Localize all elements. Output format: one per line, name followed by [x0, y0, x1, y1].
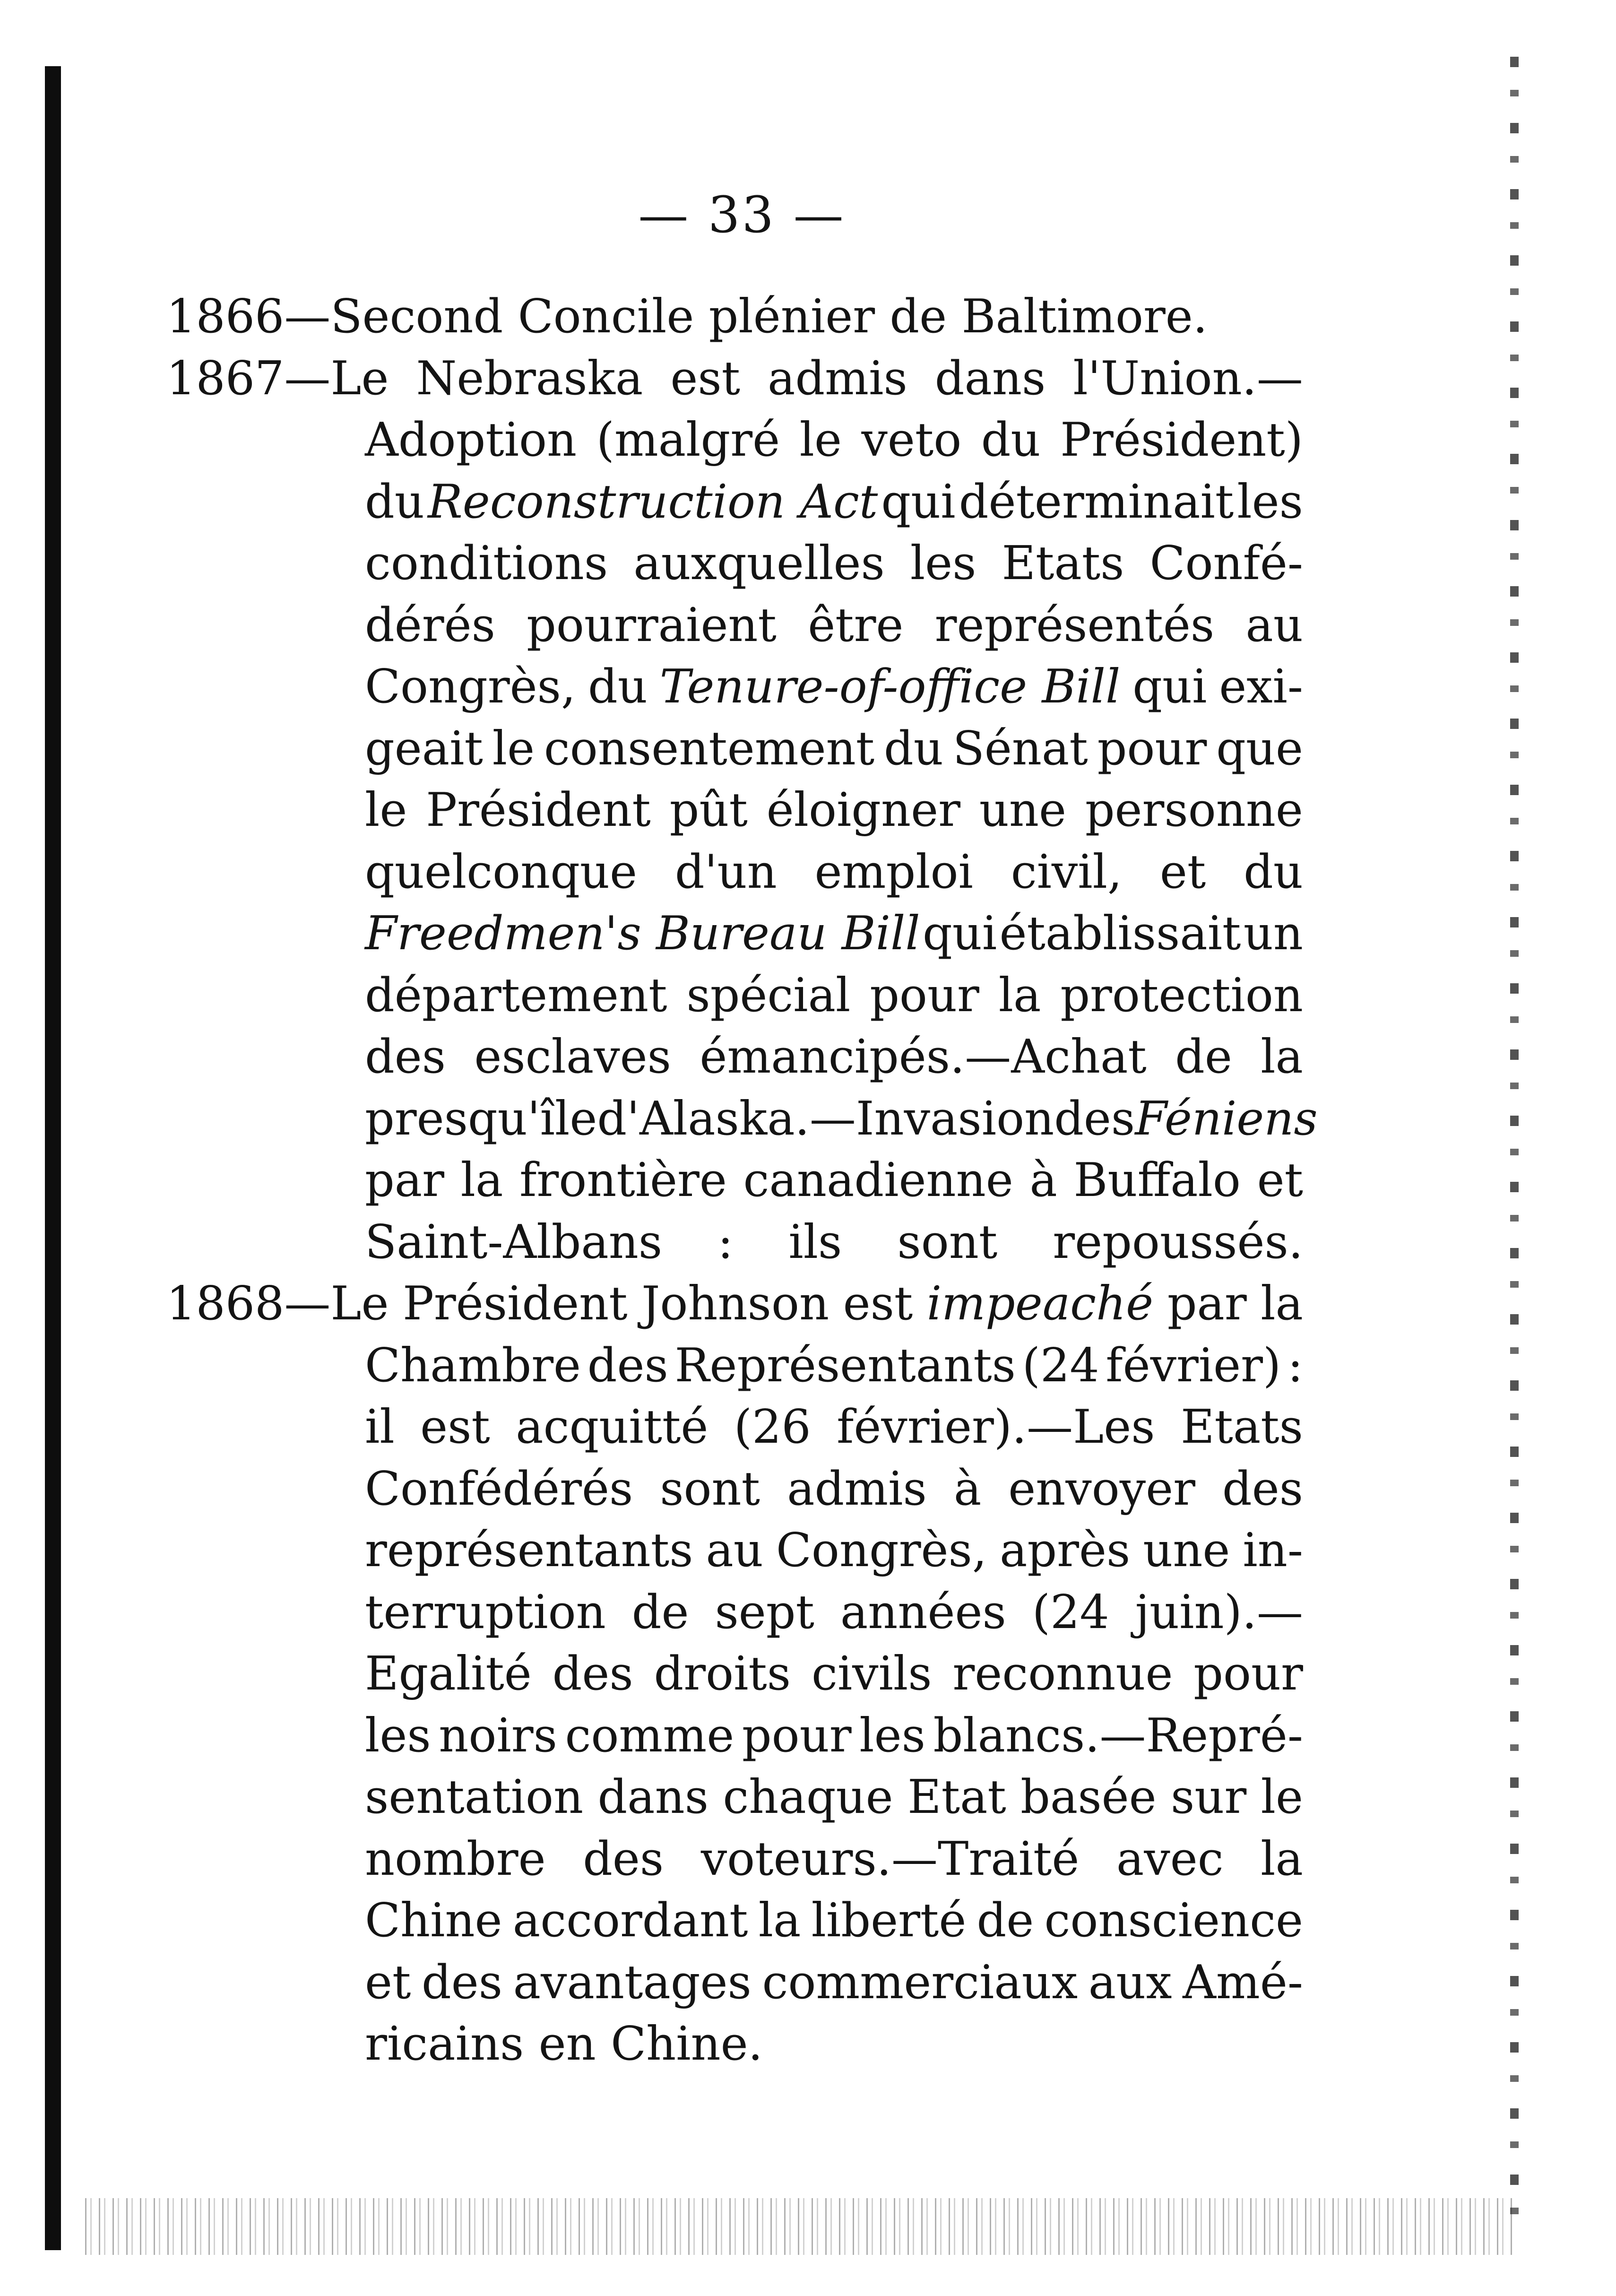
word: Egalité	[365, 1647, 532, 1701]
word: ils	[788, 1215, 842, 1269]
word: Etats	[1002, 537, 1124, 590]
word: de	[1175, 1030, 1232, 1084]
word: la	[1261, 1832, 1303, 1886]
word: que	[1216, 721, 1303, 776]
word: Chine	[365, 1894, 502, 1948]
word: par	[1167, 1277, 1247, 1331]
word: il	[365, 1400, 395, 1454]
word: Représentants	[674, 1338, 1016, 1393]
text-line	[166, 1767, 1303, 1828]
word: Congrès,	[776, 1524, 987, 1577]
word: esclaves	[474, 1030, 671, 1084]
word: représentés	[934, 598, 1215, 652]
word: droits	[654, 1647, 791, 1701]
word: plénier	[709, 290, 875, 344]
word: protection	[1060, 968, 1303, 1022]
word: auxquelles	[633, 537, 885, 590]
word: Etat	[907, 1770, 1006, 1824]
word: :	[1287, 1338, 1303, 1393]
text-line	[166, 1088, 1318, 1150]
text-line	[166, 1335, 1303, 1397]
word: canadienne	[743, 1153, 1013, 1207]
word: accordant	[512, 1894, 748, 1948]
word: du	[365, 475, 424, 529]
word: des	[422, 1955, 503, 2010]
word: Chine.	[611, 2017, 763, 2071]
text-line	[166, 286, 1303, 348]
text-line	[166, 965, 1303, 1027]
word: reconnue	[952, 1647, 1173, 1701]
word: le	[365, 783, 407, 837]
word: sont	[660, 1462, 760, 1516]
word: sept	[715, 1585, 814, 1639]
word: presqu'île	[365, 1092, 597, 1146]
word: d'un	[674, 845, 777, 899]
word: qui	[923, 907, 997, 961]
word: pour	[1097, 721, 1207, 776]
word: la	[1261, 1030, 1303, 1084]
text-line	[166, 1458, 1303, 1520]
text-line	[166, 2013, 1303, 2075]
word: est	[420, 1400, 490, 1454]
italic-term: Freedmen's Bureau Bill	[365, 907, 920, 961]
word: un	[1243, 907, 1303, 961]
word: personne	[1085, 783, 1303, 837]
word: (malgré	[596, 413, 780, 467]
text-line	[166, 903, 1303, 965]
word: le	[1261, 1770, 1303, 1824]
text-line	[166, 1212, 1303, 1274]
word: consentement	[544, 721, 875, 776]
word: voteurs.—Traité	[700, 1832, 1080, 1886]
word: les	[1237, 475, 1303, 529]
word: terruption	[365, 1585, 606, 1639]
text-line	[166, 656, 1303, 718]
word: in-	[1243, 1524, 1303, 1577]
word: envoyer	[1008, 1462, 1195, 1516]
word: les	[859, 1708, 925, 1763]
word: à	[1029, 1153, 1057, 1207]
entry-1867	[166, 348, 1318, 1274]
word: à	[953, 1462, 982, 1516]
word: la	[460, 1153, 503, 1207]
text-line	[166, 1520, 1303, 1582]
word: dans	[934, 351, 1046, 406]
word: est	[670, 351, 741, 406]
word: le	[492, 721, 535, 776]
word: du	[883, 721, 943, 776]
word: des	[587, 1338, 668, 1393]
word: exi-	[1219, 660, 1303, 714]
word: et	[1257, 1153, 1303, 1207]
word: avantages	[513, 1955, 752, 2010]
text-line	[166, 471, 1303, 533]
word: Chambre	[365, 1338, 581, 1393]
word: quelconque	[365, 845, 638, 899]
word: d'Alaska.—Invasion	[597, 1092, 1054, 1146]
word: (24	[1032, 1585, 1109, 1639]
word: repoussés.	[1053, 1215, 1303, 1269]
word: admis	[768, 351, 907, 406]
word: la	[998, 968, 1041, 1022]
text-line	[166, 1396, 1303, 1458]
text-line	[166, 1643, 1303, 1705]
word: civils	[811, 1647, 932, 1701]
word: Congrès,	[365, 660, 576, 714]
word: emploi	[814, 845, 973, 899]
scan-left-border	[45, 66, 61, 2250]
word: Sénat	[952, 721, 1088, 776]
word: pût	[669, 783, 748, 837]
entry-1866	[166, 286, 1303, 348]
word: basée	[1020, 1770, 1157, 1824]
word: commerciaux	[762, 1955, 1078, 2010]
word: la	[1261, 1277, 1303, 1331]
word: Johnson	[641, 1277, 830, 1331]
text-line	[166, 409, 1303, 471]
word: juin).—	[1135, 1585, 1303, 1639]
word: dérés	[365, 598, 495, 652]
word: une	[1143, 1524, 1230, 1577]
word: Saint-Albans	[365, 1215, 663, 1269]
word: déterminait	[959, 475, 1234, 529]
word: comme	[565, 1708, 735, 1763]
italic-term: Féniens	[1135, 1092, 1318, 1146]
text-line	[166, 1952, 1303, 2014]
text-line	[166, 1828, 1303, 1890]
text-line	[166, 595, 1303, 657]
word: par	[365, 1153, 445, 1207]
word: Confé-	[1149, 537, 1303, 590]
word: avec	[1116, 1832, 1224, 1886]
word: acquitté	[516, 1400, 709, 1454]
word: au	[706, 1524, 763, 1577]
word: être	[808, 598, 904, 652]
word: Président	[402, 1277, 628, 1331]
word: des	[1222, 1462, 1303, 1516]
word: les	[910, 537, 977, 590]
text-line	[166, 348, 1303, 410]
word: après	[999, 1524, 1131, 1577]
text-line	[166, 1705, 1303, 1767]
text-line	[166, 718, 1303, 780]
word: Buffalo	[1073, 1153, 1241, 1207]
word: éloigner	[766, 783, 960, 837]
word: Amé-	[1183, 1955, 1303, 2010]
word: dans	[597, 1770, 709, 1824]
word: de	[890, 290, 947, 344]
italic-term: impeaché	[926, 1277, 1154, 1331]
word: en	[538, 2017, 596, 2071]
word: (26	[734, 1400, 811, 1454]
word: de	[977, 1894, 1034, 1948]
word: sont	[897, 1215, 998, 1269]
entry-1868	[166, 1273, 1303, 2075]
text-line	[166, 533, 1303, 595]
chronology-entries	[166, 286, 1318, 2075]
text-line	[166, 841, 1303, 903]
page-number: — 33 —	[638, 186, 846, 244]
word: département	[365, 968, 667, 1022]
word: établissait	[999, 907, 1241, 961]
word: frontière	[519, 1153, 727, 1207]
word: au	[1245, 598, 1303, 652]
word: des	[552, 1647, 633, 1701]
word: conscience	[1044, 1894, 1303, 1948]
word: pour	[742, 1708, 852, 1763]
word: noirs	[439, 1708, 557, 1763]
word: chaque	[723, 1770, 893, 1824]
word: blancs.—Repré-	[933, 1708, 1303, 1763]
word: pour	[1193, 1647, 1303, 1701]
word: :	[717, 1215, 734, 1269]
word: une	[979, 783, 1067, 837]
word: du	[981, 413, 1041, 467]
word: geait	[365, 721, 483, 776]
word: admis	[787, 1462, 927, 1516]
text-line	[166, 1150, 1303, 1212]
word: sentation	[365, 1770, 584, 1824]
word: et	[365, 1955, 411, 2010]
word: spécial	[686, 968, 851, 1022]
word: Adoption	[365, 413, 577, 467]
text-line	[166, 1890, 1303, 1952]
word: années	[840, 1585, 1006, 1639]
word: qui	[881, 475, 956, 529]
italic-term: Tenure-of-office Bill	[659, 660, 1121, 714]
word: février).—Les	[837, 1400, 1155, 1454]
word: Nebraska	[416, 351, 643, 406]
word: qui	[1132, 660, 1207, 714]
word: les	[365, 1708, 431, 1763]
italic-term: Reconstruction Act	[427, 475, 878, 529]
word: février)	[1106, 1338, 1281, 1393]
word: Baltimore.	[961, 290, 1208, 344]
text-line	[166, 1026, 1303, 1088]
word: 1868—Le	[166, 1277, 389, 1331]
word: veto	[861, 413, 962, 467]
word: civil,	[1011, 845, 1123, 899]
word: Etats	[1180, 1400, 1303, 1454]
word: représentants	[365, 1524, 693, 1577]
word: émancipés.—Achat	[700, 1030, 1147, 1084]
word: de	[631, 1585, 689, 1639]
word: des	[365, 1030, 446, 1084]
word: est	[843, 1277, 913, 1331]
word: et	[1159, 845, 1206, 899]
scan-right-edge	[1510, 57, 1519, 2241]
word: des	[1054, 1092, 1135, 1146]
word: aux	[1088, 1955, 1172, 2010]
word: des	[583, 1832, 664, 1886]
word: (24	[1022, 1338, 1099, 1393]
word: ricains	[365, 2017, 524, 2071]
word: du	[1244, 845, 1303, 899]
word: Concile	[518, 290, 694, 344]
word: Président	[426, 783, 651, 837]
word: sur	[1170, 1770, 1247, 1824]
text-line	[166, 780, 1303, 841]
word: 1866—Second	[166, 290, 503, 344]
word: pour	[870, 968, 979, 1022]
word: liberté	[811, 1894, 967, 1948]
word: conditions	[365, 537, 608, 590]
scan-bottom-noise	[85, 2198, 1512, 2255]
word: nombre	[365, 1832, 546, 1886]
word: Président)	[1060, 413, 1303, 467]
word: 1867—Le	[166, 351, 389, 406]
text-line	[166, 1273, 1303, 1335]
word: du	[588, 660, 648, 714]
word: Confédérés	[365, 1462, 633, 1516]
word: pourraient	[527, 598, 777, 652]
word: la	[758, 1894, 801, 1948]
text-line	[166, 1582, 1303, 1644]
word: l'Union.—	[1073, 351, 1303, 406]
word: le	[799, 413, 842, 467]
